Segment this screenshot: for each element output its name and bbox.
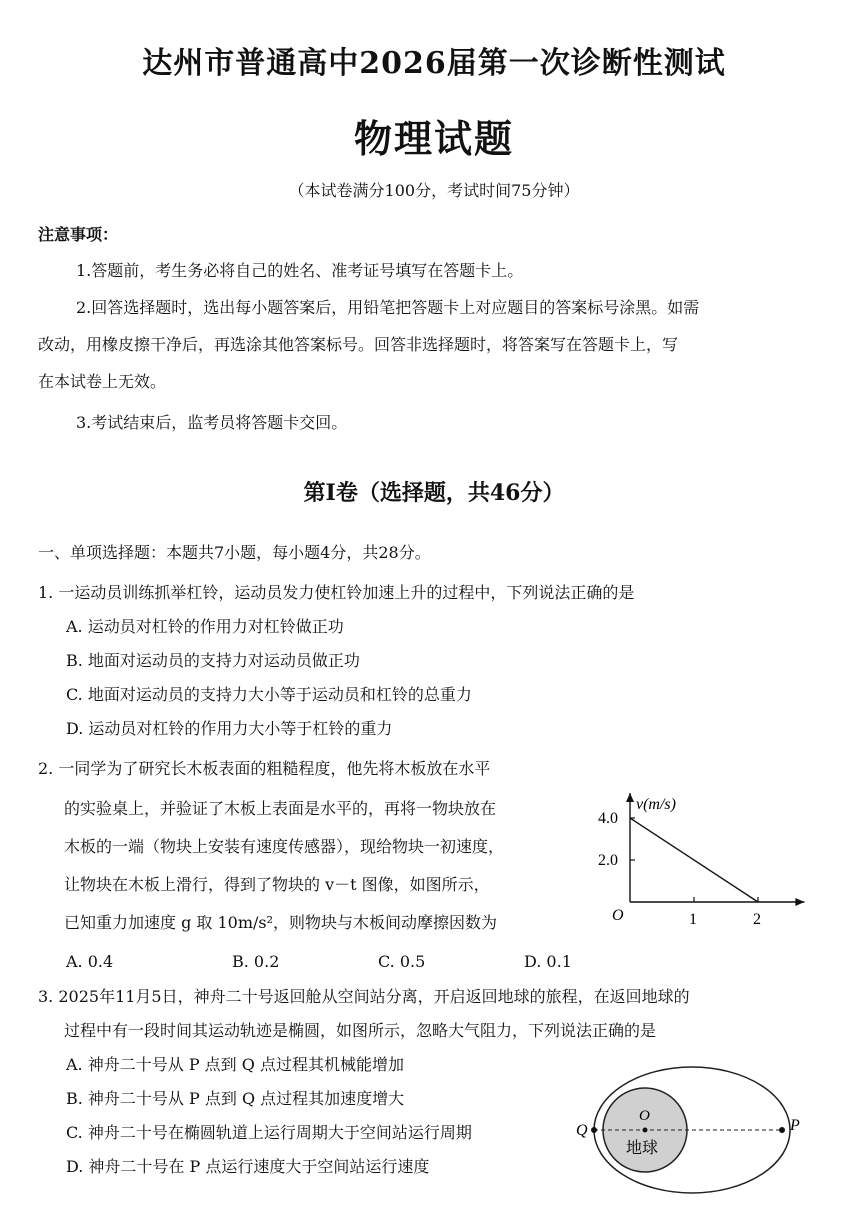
part1-heading: 一、单项选择题：本题共7小题，每小题4分，共28分。 (38, 543, 431, 562)
y-axis-arrow (626, 793, 634, 802)
subject-title: 物理试题 (353, 116, 514, 161)
q2-option-d: D. 0.1 (524, 952, 572, 971)
y-tick-label: 4.0 (598, 810, 618, 827)
vt-series-line (630, 818, 758, 902)
y-tick-label: 2.0 (598, 852, 618, 869)
q1-option-a: A. 运动员对杠铃的作用力对杠铃做正功 (66, 617, 344, 636)
notice-item-1: 1.答题前，考生务必将自己的姓名、准考证号填写在答题卡上。 (76, 261, 524, 280)
q1-option-c: C. 地面对运动员的支持力大小等于运动员和杠铃的总重力 (66, 685, 472, 704)
q2-line-5: 已知重力加速度 g 取 10m/s²，则物块与木板间动摩擦因数为 (64, 913, 498, 932)
q3-option-a: A. 神舟二十号从 P 点到 Q 点过程其机械能增加 (66, 1055, 404, 1074)
q2-line-1: 2. 一同学为了研究长木板表面的粗糙程度，他先将木板放在水平 (38, 759, 491, 778)
vt-graph (590, 752, 840, 942)
q2-option-b: B. 0.2 (232, 952, 280, 971)
notice-item-2-line-1: 2.回答选择题时，选出每小题答案后，用铅笔把答题卡上对应题目的答案标号涂黑。如需 (76, 298, 700, 317)
earth-label: 地球 (626, 1140, 659, 1157)
q3-option-b: B. 神舟二十号从 P 点到 Q 点过程其加速度增大 (66, 1089, 405, 1108)
q3-option-d: D. 神舟二十号在 P 点运行速度大于空间站运行速度 (66, 1157, 430, 1176)
q2-line-3: 木板的一端（物块上安装有速度传感器），现给物块一初速度， (64, 837, 505, 856)
center-label: O (639, 1108, 650, 1124)
q-label: Q (576, 1122, 588, 1139)
q1-stem: 1. 一运动员训练抓举杠铃，运动员发力使杠铃加速上升的过程中，下列说法正确的是 (38, 583, 635, 602)
p-label: P (790, 1117, 800, 1134)
exam-info: （本试卷满分100分，考试时间75分钟） (288, 181, 580, 200)
notice-item-2-line-2: 改动，用橡皮擦干净后，再选涂其他答案标号。回答非选择题时，将答案写在答题卡上，写 (38, 335, 679, 354)
notice-item-3: 3.考试结束后，监考员将答题卡交回。 (76, 413, 348, 432)
orbit-figure (570, 1062, 820, 1202)
vt-series (630, 818, 758, 902)
x-axis-arrow (795, 898, 804, 906)
exam-title: 达州市普通高中2026届第一次诊断性测试 (142, 46, 726, 81)
vt-y-axis-label: v(m/s) (636, 796, 676, 813)
q1-option-d: D. 运动员对杠铃的作用力大小等于杠铃的重力 (66, 719, 393, 738)
x-tick-label: 2 (753, 911, 761, 928)
center-point (643, 1128, 648, 1133)
q2-option-a: A. 0.4 (66, 952, 114, 971)
q2-line-4: 让物块在木板上滑行，得到了物块的 v－t 图像，如图所示， (64, 875, 490, 894)
section-title: 第Ⅰ卷（选择题，共46分） (303, 480, 565, 506)
q3-option-c: C. 神舟二十号在椭圆轨道上运行周期大于空间站运行周期 (66, 1123, 472, 1142)
point-q (591, 1127, 597, 1133)
notice-heading: 注意事项： (38, 225, 119, 244)
q2-option-c: C. 0.5 (378, 952, 426, 971)
x-tick-label: 1 (689, 911, 697, 928)
q2-line-2: 的实验桌上，并验证了木板上表面是水平的，再将一物块放在 (64, 799, 497, 818)
point-p (779, 1127, 785, 1133)
notice-item-2-line-3: 在本试卷上无效。 (38, 372, 167, 391)
q3-line-1: 3. 2025年11月5日，神舟二十号返回舱从空间站分离，开启返回地球的旅程，在返回地球的 (38, 987, 690, 1006)
q1-option-b: B. 地面对运动员的支持力对运动员做正功 (66, 651, 360, 670)
q3-line-2: 过程中有一段时间其运动轨迹是椭圆，如图所示，忽略大气阻力，下列说法正确的是 (64, 1021, 657, 1040)
vt-origin-label: O (612, 907, 624, 924)
